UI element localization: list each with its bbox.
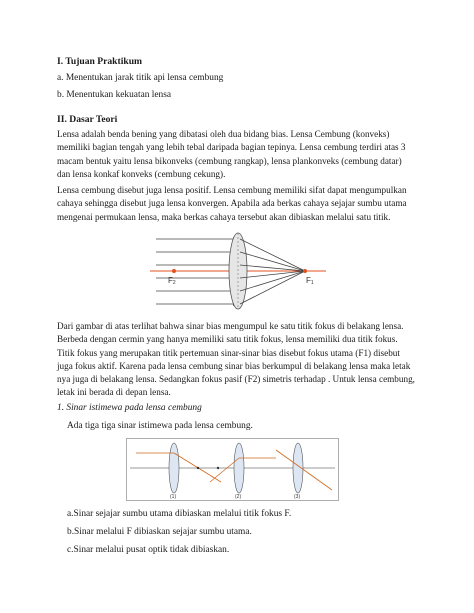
intro-sinar-istimewa: Ada tiga tiga sinar istimewa pada lensa cembung. <box>67 421 253 431</box>
paragraph-lensa-positif <box>57 184 425 224</box>
paragraph-line: Titik fokus yang merupakan titik pertemuan sinar-sinar bias disebut fokus utama (F1) disebut <box>57 347 400 358</box>
label-f1: F1 <box>306 276 314 286</box>
lens-2 <box>234 443 244 493</box>
figure-label: (3) <box>294 494 301 500</box>
focus-point <box>217 467 219 469</box>
section-heading-dasar-teori: II. Dasar Teori <box>57 114 118 125</box>
converging-lens-figure <box>150 228 326 314</box>
focus-point-f1 <box>303 269 307 273</box>
subheading-sinar-istimewa: 1. Sinar istimewa pada lensa cembung <box>57 403 202 413</box>
paragraph-line: letak ini berada di depan lensa. <box>57 387 171 398</box>
paragraph-line: Lensa cembung disebut juga lensa positif. Lensa cembung memiliki sifat dapat mengumpulkan <box>57 185 407 195</box>
label-f2: F2 <box>168 276 176 286</box>
paragraph-line: Berbeda dengan cermin yang hanya memiliki satu titik fokus, lensa memiliki dua titik fokus. <box>57 334 398 345</box>
focus-point <box>197 467 199 469</box>
paragraph-line: Dari gambar di atas terlihat bahwa sinar bias mengumpul ke satu titik fokus di belakang lensa. <box>57 321 404 331</box>
paragraph-line: mengenai permukaan lensa, maka berkas cahaya tersebut akan dibiaskan melalui satu titik. <box>57 211 391 222</box>
paragraph-line: dan lensa konkaf konveks (cembung cekung). <box>57 168 226 179</box>
paragraph-line: memiliki bagian tengah yang lebih tebal daripada bagian tepinya. Lensa cembung terdiri atas 3 <box>57 142 406 153</box>
objective-item: a. Menentukan jarak titik api lensa cembung <box>57 73 224 83</box>
paragraph-line: macam bentuk yaitu lensa bikonveks (cembung rangkap), lensa plankonveks (cembung datar) <box>57 155 402 166</box>
ray-rule-c: c.Sinar melalui pusat optik tidak dibiaskan. <box>67 545 230 555</box>
figure-label: (1) <box>170 494 177 500</box>
paragraph-titik-fokus <box>57 320 425 400</box>
paragraph-line: Lensa adalah benda bening yang dibatasi oleh dua bidang bias. Lensa Cembung (konveks) <box>57 129 390 139</box>
section-heading-tujuan: I. Tujuan Praktikum <box>57 56 143 67</box>
paragraph-line: juga fokus aktif. Karena pada lensa cembung sinar bias berkumpul di belakang lensa maka letak <box>57 360 411 371</box>
paragraph-line: cahaya sehingga disebut juga lensa konvergen. Apabila ada berkas cahaya sejajar sumbu utama <box>57 198 407 209</box>
figure-frame <box>127 439 339 501</box>
figure-label: (2) <box>235 494 242 500</box>
ray-rule-b: b.Sinar melalui F dibiaskan sejajar sumbu utama. <box>67 527 252 537</box>
focus-point-f2 <box>172 269 176 273</box>
paragraph-line: nya juga di belakang lensa. Sedangkan fokus pasif (F2) simetris terhadap . Untuk lensa cembung, <box>57 374 415 385</box>
ray-rule-a: a.Sinar sejajar sumbu utama dibiaskan melalui titik fokus F. <box>67 509 292 519</box>
paragraph-lensa-definition <box>57 128 425 181</box>
lens-1 <box>169 443 179 493</box>
objective-item: b. Menentukan kekuatan lensa <box>57 90 172 100</box>
special-rays-figure <box>126 438 339 501</box>
